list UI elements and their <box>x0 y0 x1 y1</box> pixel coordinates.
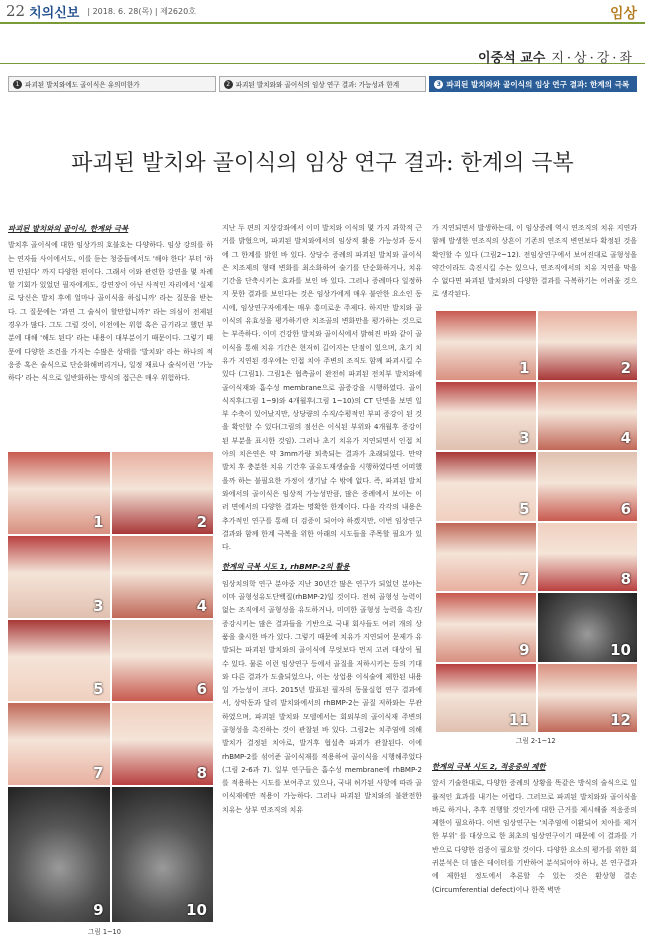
photo-number: 3 <box>519 429 530 447</box>
tab-part-2[interactable]: 2 파괴된 발치와와 골이식의 임상 연구 결과: 가능성과 한계 <box>219 76 427 92</box>
newspaper-logo: 치의신보 <box>29 5 80 21</box>
author-block <box>478 47 635 66</box>
tab-part-3[interactable]: 3 파괴된 발치와와 골이식의 임상 연구 결과: 한계의 극복 <box>429 76 637 92</box>
clinical-photo <box>436 523 536 592</box>
photo-number: 8 <box>620 570 631 588</box>
column-1 <box>8 222 213 386</box>
issue-info: | 2018. 6. 28(목) | 제2620호 <box>87 6 196 16</box>
clinical-photo <box>112 536 214 618</box>
body-text: 가 지연되면서 발생하는데, 이 임상증례 역시 연조직의 치유 지연과 함께 발생한 연조직의 상흔이 기존의 연조직 변연보다 확정된 것을 확인할 수 있다 (그림2~12). 전임상연구에서 보여진대로 골형성을 약간이라도 촉진시킬 수는 있으나, 연조직에서의 치유 지연을 막을 수 없다면 파괴된 발치와의 다양한 결과를 극복하기는 어려울 것으로 생각된다. <box>432 224 637 299</box>
photo-number: 7 <box>93 764 104 783</box>
clinical-photo <box>436 664 536 733</box>
series-tabs <box>8 76 637 92</box>
clinical-photo <box>8 787 110 922</box>
clinical-photo <box>436 452 536 521</box>
body-text: 지난 두 편의 지상강좌에서 이미 발치와 이식의 몇 가지 과학적 근거를 밝혔으며, 파괴된 발치와에서의 임상적 활용 가능성과 동시에 그 한계를 밝힌 바 있다. 상당수 증례의 파괴된 발치와 골이식은 치조제의 형태 변화를 최소화하여 술기를 단순화하거나, 치유기간을 단축시키는 효과를 보인 바 있다. 그러나 증례마다 일정하지 못한 결과를 보인다는 것은 임상가에게 매우 불안한 요소인 동시에, 임상연구자에게는 매우 흥미로운 주제다. 하지만 발치와 골이식의 유효성을 평가하기란 치조골의 변화만을 평가하는 것으로는 부족하다. 이미 건강한 발치와 골이식에서 밝혀진 바와 같이 골이식을 통해 치유 기간은 현저히 길어지는 단점이 있으며, 초기 치유가 지연된 경우에는 인접 치아 주변의 조직도 함께 파괴시킬 수 있다 (그림1). 그림1은 협측골이 완전히 파괴된 전치부 발치와에 골이식재와 흡수성 membrane으로 골증강을 시행하였다. 골이식직후(그림 1~9)와 4개월후(그림 1~10)의 CT 단면을 보면 일부 수축이 있어났지만, 상당량의 수직/수평적인 부피 증강이 된 것을 확인할 수 있다(그림의 점선은 이식된 부위와 4개월후 증강이 된 부분을 표시한 것임). 그러나 초기 치유가 지연되면서 인접 치아의 치은연은 약 3mm가량 퇴축되는 결과가 초래되었다. 만약 발치 후 충분한 치유 기간후 골유도재생술을 시행하였다면 어떠했을까 하는 불필요한 가정이 생기날 수 밖에 없다. 즉, 파괴된 발치와에서의 골이식은 임상적 가능성만큼, 많은 증례에서 보이는 이러 면에서의 다양한 결과는 명확한 한계이다. 다음 각각의 내용은 추가적인 연구를 통해 더 검증이 되어야 하겠지만, 이번 임상연구 결과와 함께 한계 극복을 위한 아래의 시도들을 주목할 필요가 있다. <box>222 224 422 552</box>
photo-number: 7 <box>519 570 530 588</box>
figure-1-caption: 그림 1~10 <box>88 928 121 936</box>
photo-number: 10 <box>186 901 207 919</box>
column-3 <box>432 222 637 302</box>
clinical-photo <box>112 703 214 785</box>
author-name: 이중석 교수 <box>478 51 546 66</box>
series-name: 지·상·강·좌 <box>551 51 635 66</box>
column-2 <box>222 222 422 817</box>
photo-number: 9 <box>93 901 104 919</box>
figure-1-grid <box>8 452 213 922</box>
clinical-photo <box>538 664 638 733</box>
column-3-lower <box>432 760 637 897</box>
photo-number: 12 <box>610 711 631 729</box>
photo-number: 6 <box>196 680 207 699</box>
clinical-photo <box>436 311 536 380</box>
figure-2-grid <box>436 311 637 732</box>
photo-number: 5 <box>519 499 530 518</box>
clinical-photo <box>436 593 536 662</box>
clinical-photo <box>8 452 110 534</box>
photo-number: 3 <box>93 596 104 615</box>
photo-number: 6 <box>620 499 631 518</box>
clinical-photo <box>8 703 110 785</box>
clinical-photo <box>112 452 214 534</box>
figure-2-caption: 그림 2-1~12 <box>516 737 556 745</box>
photo-number: 1 <box>519 358 530 377</box>
photo-number: 5 <box>93 680 104 699</box>
photo-number: 1 <box>93 512 104 531</box>
clinical-photo <box>538 311 638 380</box>
clinical-photo <box>8 620 110 702</box>
clinical-photo <box>538 523 638 592</box>
photo-number: 4 <box>620 429 631 447</box>
body-text: 발치후 골이식에 대한 임상가의 호불호는 다양하다. 임상 강의를 하는 연자들 사이에서도, 이를 듣는 청중들에서도 '해야 한다' 부터 '하면 안된다' 까지 다양한 편이다. 그래서 이와 관련한 강연을 몇 차례 할 기회가 있었던 필자에게도, 강연장이 아닌 사적인 자리에서 '실제로 당신은 발치 후에 얼마나 골이식을 하십니까' 라는 질문을 받는다. 그 질문에는 '과연 그 술식이 할만합니까?' 라는 의심이 전제된 경우가 많다. 그도 그럴 것이, 이전에는 위험 혹은 금기라고 했던 부분에 대해 '해도 된다' 라는 내용이 대부분이기 때문이다. 그렇기 때문에 다양한 조건을 가지는 수많은 상태를 '발치와' 라는 하나의 적응증 혹은 술식으로 단순화해버리거나, 일정 재료나 술식이런 '가능하다' 라는 식으로 일반화하는 방식의 접근은 매우 위험하다. <box>8 241 213 383</box>
article-headline: 파괴된 발치와 골이식의 임상 연구 결과: 한계의 극복 <box>71 151 574 176</box>
page-number: 22 <box>6 2 26 20</box>
clinical-photo <box>538 452 638 521</box>
photo-number: 4 <box>196 596 207 615</box>
photo-number: 2 <box>196 512 207 531</box>
masthead <box>0 0 645 24</box>
photo-number: 9 <box>519 640 530 659</box>
photo-number: 10 <box>610 640 631 659</box>
body-text: 임상치의학 연구 분야중 지난 30년간 많은 연구가 되었던 분야는 이마 골형성유도단백질(rhBMP-2)일 것이다. 전혀 골형성 능력이 없는 조직에서 골형성을 유도하거나, 미미한 골형성 능력을 촉진/증강시키는 많은 결과들을 기반으로 국내 회사들도 여러 개의 상품을 출시한 바가 있다. 그렇기 때문에 치유가 지연되어 문제가 유발되는 파괴된 발치와의 골이식에 무엇보다 먼저 고려 대상이 될 수 있다. 물론 이런 임상연구 등에서 골질을 저하시키는 등의 기대와 다른 결과가 도출되었으나, 이는 상업용 이식술에 제한된 내용일 가능성이 크다. 2015년 발표된 필자의 동물실험 연구 결과에서, 상악동과 달리 발치와에서의 rhBMP-2는 골질 저하와는 무관하였으며, 파괴된 발치와 모델에서는 회외부의 골이식재 주변의 골형성을 촉진하는 것이 관찰된 바 있다. 그림2는 치주염에 의해 발치가 결정된 치아로, 발거후 협설측 파괴가 관찰된다. 이에 rhBMP-2를 섞어준 골이식재를 적용하여 골이식을 시행해주었다(그림 2-6과 7). 일부 연구들은 흡수성 membrane에 rhBMP-2를 적용하는 시도를 보여주고 있으나, 국내 허가된 사항에 따라 골이식재에만 적용이 가능하다. 그러나 파괴된 발치와의 불완전한 치유는 상부 연조직의 치유 <box>222 579 422 814</box>
photo-number: 11 <box>508 711 530 729</box>
clinical-photo <box>538 593 638 662</box>
section-subhead: 파괴된 발치와의 골이식, 한계와 극복 <box>8 224 129 233</box>
clinical-photo <box>112 787 214 922</box>
photo-number: 2 <box>620 358 631 377</box>
clinical-photo <box>436 382 536 451</box>
photo-number: 8 <box>196 764 207 783</box>
section-subhead: 한계의 극복 시도 2, 적응증의 제한 <box>432 762 546 771</box>
section-label: 임상 <box>609 6 637 22</box>
tab-part-1[interactable]: 1 파괴된 발치와에도 골이식은 유의미한가 <box>8 76 216 92</box>
clinical-photo <box>538 382 638 451</box>
clinical-photo <box>112 620 214 702</box>
clinical-photo <box>8 536 110 618</box>
section-subhead: 한계의 극복 시도 1, rhBMP-2의 활용 <box>222 562 350 572</box>
body-text: 앞서 기술한대로, 다양한 증례의 상황을 똑같은 방식의 술식으로 일률적인 효과를 내기는 어렵다. 그러므로 파괴된 발치와와 골이식을 바로 하거나, 추후 진행할 것인가에 대한 근거를 제시해줄 적응증의 제한이 필요하다. 이번 임상연구는 '치주염에 이환되어 치아를 제거한 부위' 를 대상으로 한 최초의 임상연구이기 때문에 이 결과를 기반으로 다양한 검증이 필요할 것이다. 다양한 요소의 평가를 위한 회귀분석은 더 많은 데이터를 기반하여 분석되어야 하나, 본 연구결과에 제한된 정도에서 추론할 수 있는 것은 환상형 결손(Circumferential defect)이나 한쪽 벽만 <box>432 779 637 894</box>
